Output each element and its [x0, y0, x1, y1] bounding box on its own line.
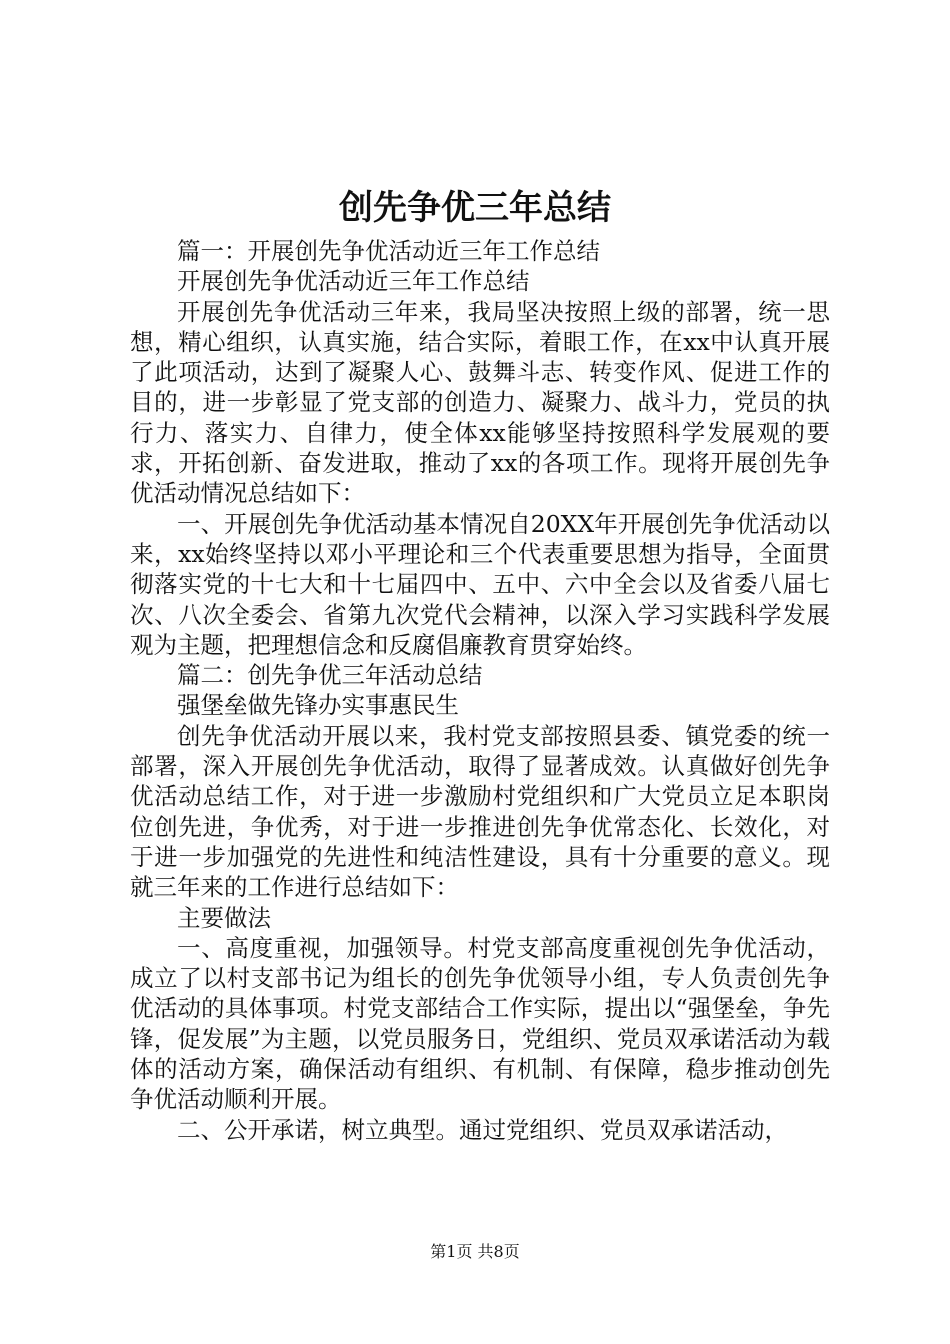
- page-title: 创先争优三年总结: [339, 188, 611, 228]
- section-heading: 篇二：创先争优三年活动总结: [177, 661, 483, 690]
- paragraph: 开展创先争优活动三年来，我局坚决按照上级的部署，统一思想，精心组织，认真实施，结合实际，着眼工作，在xx中认真开展了此项活动，达到了凝聚人心、鼓舞斗志、转变作风、促进工作的目的，进一步彰显了党支部的创造力、凝聚力、战斗力，党员的执行力、落实力、自律力，使全体xx能够坚持按照科学发展观的要求，开拓创新、奋发进取，推动了xx的各项工作。现将开展创先争优活动情况总结如下：: [130, 297, 830, 508]
- paragraph: 一、高度重视，加强领导。村党支部高度重视创先争优活动，成立了以村支部书记为组长的创先争优领导小组，专人负责创先争优活动的具体事项。村党支部结合工作实际，提出以“强堡垒，争先锋，促发展”为主题，以党员服务日，党组织、党员双承诺活动为载体的活动方案，确保活动有组织、有机制、有保障，稳步推动创先争优活动顺利开展。: [130, 933, 830, 1114]
- subheading: 强堡垒做先锋办实事惠民生: [177, 691, 459, 720]
- subheading: 开展创先争优活动近三年工作总结: [177, 267, 530, 296]
- subheading: 主要做法: [177, 903, 271, 932]
- page-footer: 第1页 共8页: [430, 1242, 520, 1261]
- paragraph: 一、开展创先争优活动基本情况自20XX年开展创先争优活动以来，xx始终坚持以邓小平理论和三个代表重要思想为指导，全面贯彻落实党的十七大和十七届四中、五中、六中全会以及省委八届七次、八次全委会、省第九次党代会精神，以深入学习实践科学发展观为主题，把理想信念和反腐倡廉教育贯穿始终。: [130, 509, 830, 659]
- section-heading: 篇一：开展创先争优活动近三年工作总结: [177, 237, 600, 265]
- paragraph: 二、公开承诺，树立典型。通过党组织、党员双承诺活动，: [177, 1115, 788, 1144]
- document-body: [130, 236, 830, 1145]
- paragraph: 创先争优活动开展以来，我村党支部按照县委、镇党委的统一部署，深入开展创先争优活动，取得了显著成效。认真做好创先争优活动总结工作，对于进一步激励村党组织和广大党员立足本职岗位创先进，争优秀，对于进一步推进创先争优常态化、长效化，对于进一步加强党的先进性和纯洁性建设，具有十分重要的意义。现就三年来的工作进行总结如下：: [130, 721, 830, 902]
